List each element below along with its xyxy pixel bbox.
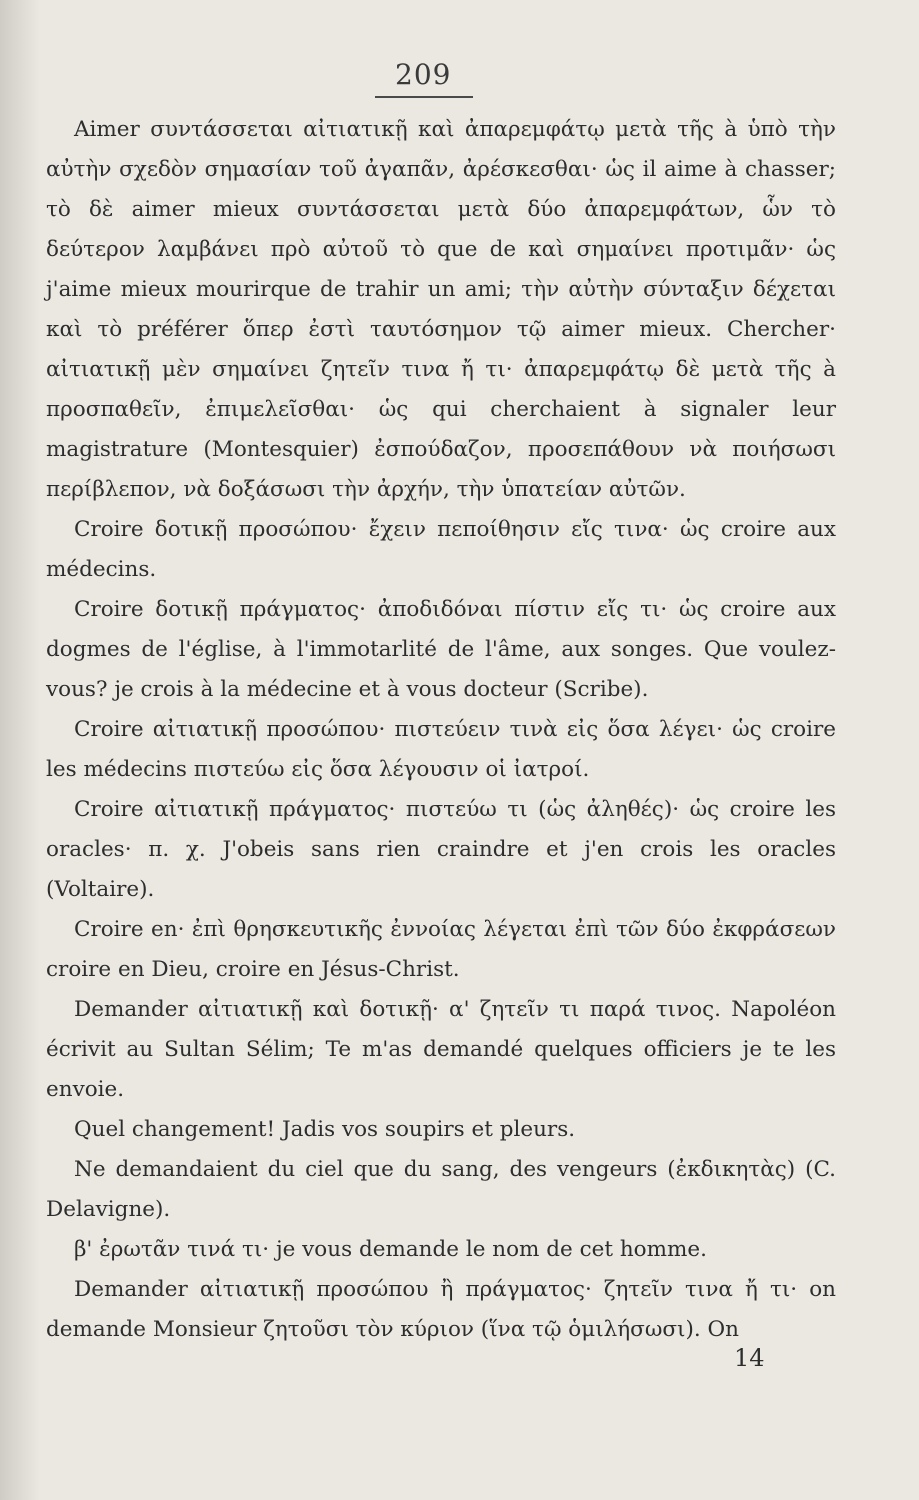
paragraph-demander-b: β' ἐρωτᾶν τινά τι· je vous demande le nom de cet homme. — [74, 1237, 707, 1262]
paragraph-croire-dative-thing: Croire δοτικῇ πράγματος· ἀποδιδόναι πίστιν εἴς τι· ὡς croire aux dogmes de l'église, à l'immotarlité de l'âme, aux songes. Que voulez-vous? je crois à la médecine et à vous docteur (Scribe). — [46, 597, 836, 702]
paragraph-demander-a: Demander αἰτιατικῇ καὶ δοτικῇ· α' ζητεῖν τι παρά τινος. Napoléon écrivit au Sultan Sélim; Te m'as demandé quelques officiers je te les envoie. — [46, 997, 836, 1102]
paragraph-aimer-chercher: Aimer συντάσσεται αἰτιατικῇ καὶ ἀπαρεμφάτῳ μετὰ τῆς à ὑπὸ τὴν αὐτὴν σχεδὸν σημασίαν τοῦ ἀγαπᾶν, ἀρέσκεσθαι· ὡς il aime à chasser; τὸ δὲ aimer mieux συντάσσεται μετὰ δύο ἀπαρεμφάτων, ὧν τὸ δεύτερον λαμβάνει πρὸ αὐτοῦ τὸ que de καὶ σημαίνει προτιμᾶν· ὡς j'aime mieux mourirque de trahir un ami; τὴν αὐτὴν σύνταξιν δέχεται καὶ τὸ préférer ὅπερ ἐστὶ ταυτόσημον τῷ aimer mieux. Chercher· αἰτιατικῇ μὲν σημαίνει ζητεῖν τινα ἤ τι· ἀπαρεμφάτῳ δὲ μετὰ τῆς à προσπαθεῖν, ἐπιμελεῖσθαι· ὡς qui cherchaient à signaler leur magistrature (Montesquier) ἐσπούδαζον, προσεπάθουν νὰ ποιήσωσι περίβλεπον, νὰ δοξάσωσι τὴν ἀρχήν, τὴν ὑπατείαν αὐτῶν. — [46, 117, 836, 502]
page-number: 209 — [395, 58, 452, 91]
paragraph-croire-en: Croire en· ἐπὶ θρησκευτικῆς ἐννοίας λέγεται ἐπὶ τῶν δύο ἐκφράσεων croire en Dieu, croire en Jésus-Christ. — [46, 917, 836, 982]
page-number-rule — [375, 96, 473, 98]
paragraph-croire-dative-person: Croire δοτικῇ προσώπου· ἔχειν πεποίθησιν εἴς τινα· ὡς croire aux médecins. — [46, 517, 836, 582]
paragraph-demander-accusative: Demander αἰτιατικῇ προσώπου ἢ πράγματος· ζητεῖν τινα ἤ τι· on demande Monsieur ζητοῦσι τὸν κύριον (ἵνα τῷ ὁμιλήσωσι). On — [46, 1277, 836, 1342]
paragraph-verse-line-2: Ne demandaient du ciel que du sang, des vengeurs (ἐκδικητὰς) (C. Delavigne). — [46, 1157, 836, 1222]
paragraph-croire-accusative-thing: Croire αἰτιατικῇ πράγματος· πιστεύω τι (ὡς ἀληθές)· ὡς croire les oracles· π. χ. J'obeis sans rien craindre et j'en crois les oracles (Voltaire). — [46, 797, 836, 902]
paragraph-verse-line-1: Quel changement! Jadis vos soupirs et pleurs. — [74, 1117, 576, 1142]
page-gutter-shadow — [0, 0, 40, 1500]
paragraph-croire-accusative-person: Croire αἰτιατικῇ προσώπου· πιστεύειν τινὰ εἰς ὅσα λέγει· ὡς croire les médecins πιστεύω εἰς ὅσα λέγουσιν οἱ ἰατροί. — [46, 717, 836, 782]
signature-mark: 14 — [734, 1344, 765, 1372]
body-text — [46, 110, 836, 1350]
